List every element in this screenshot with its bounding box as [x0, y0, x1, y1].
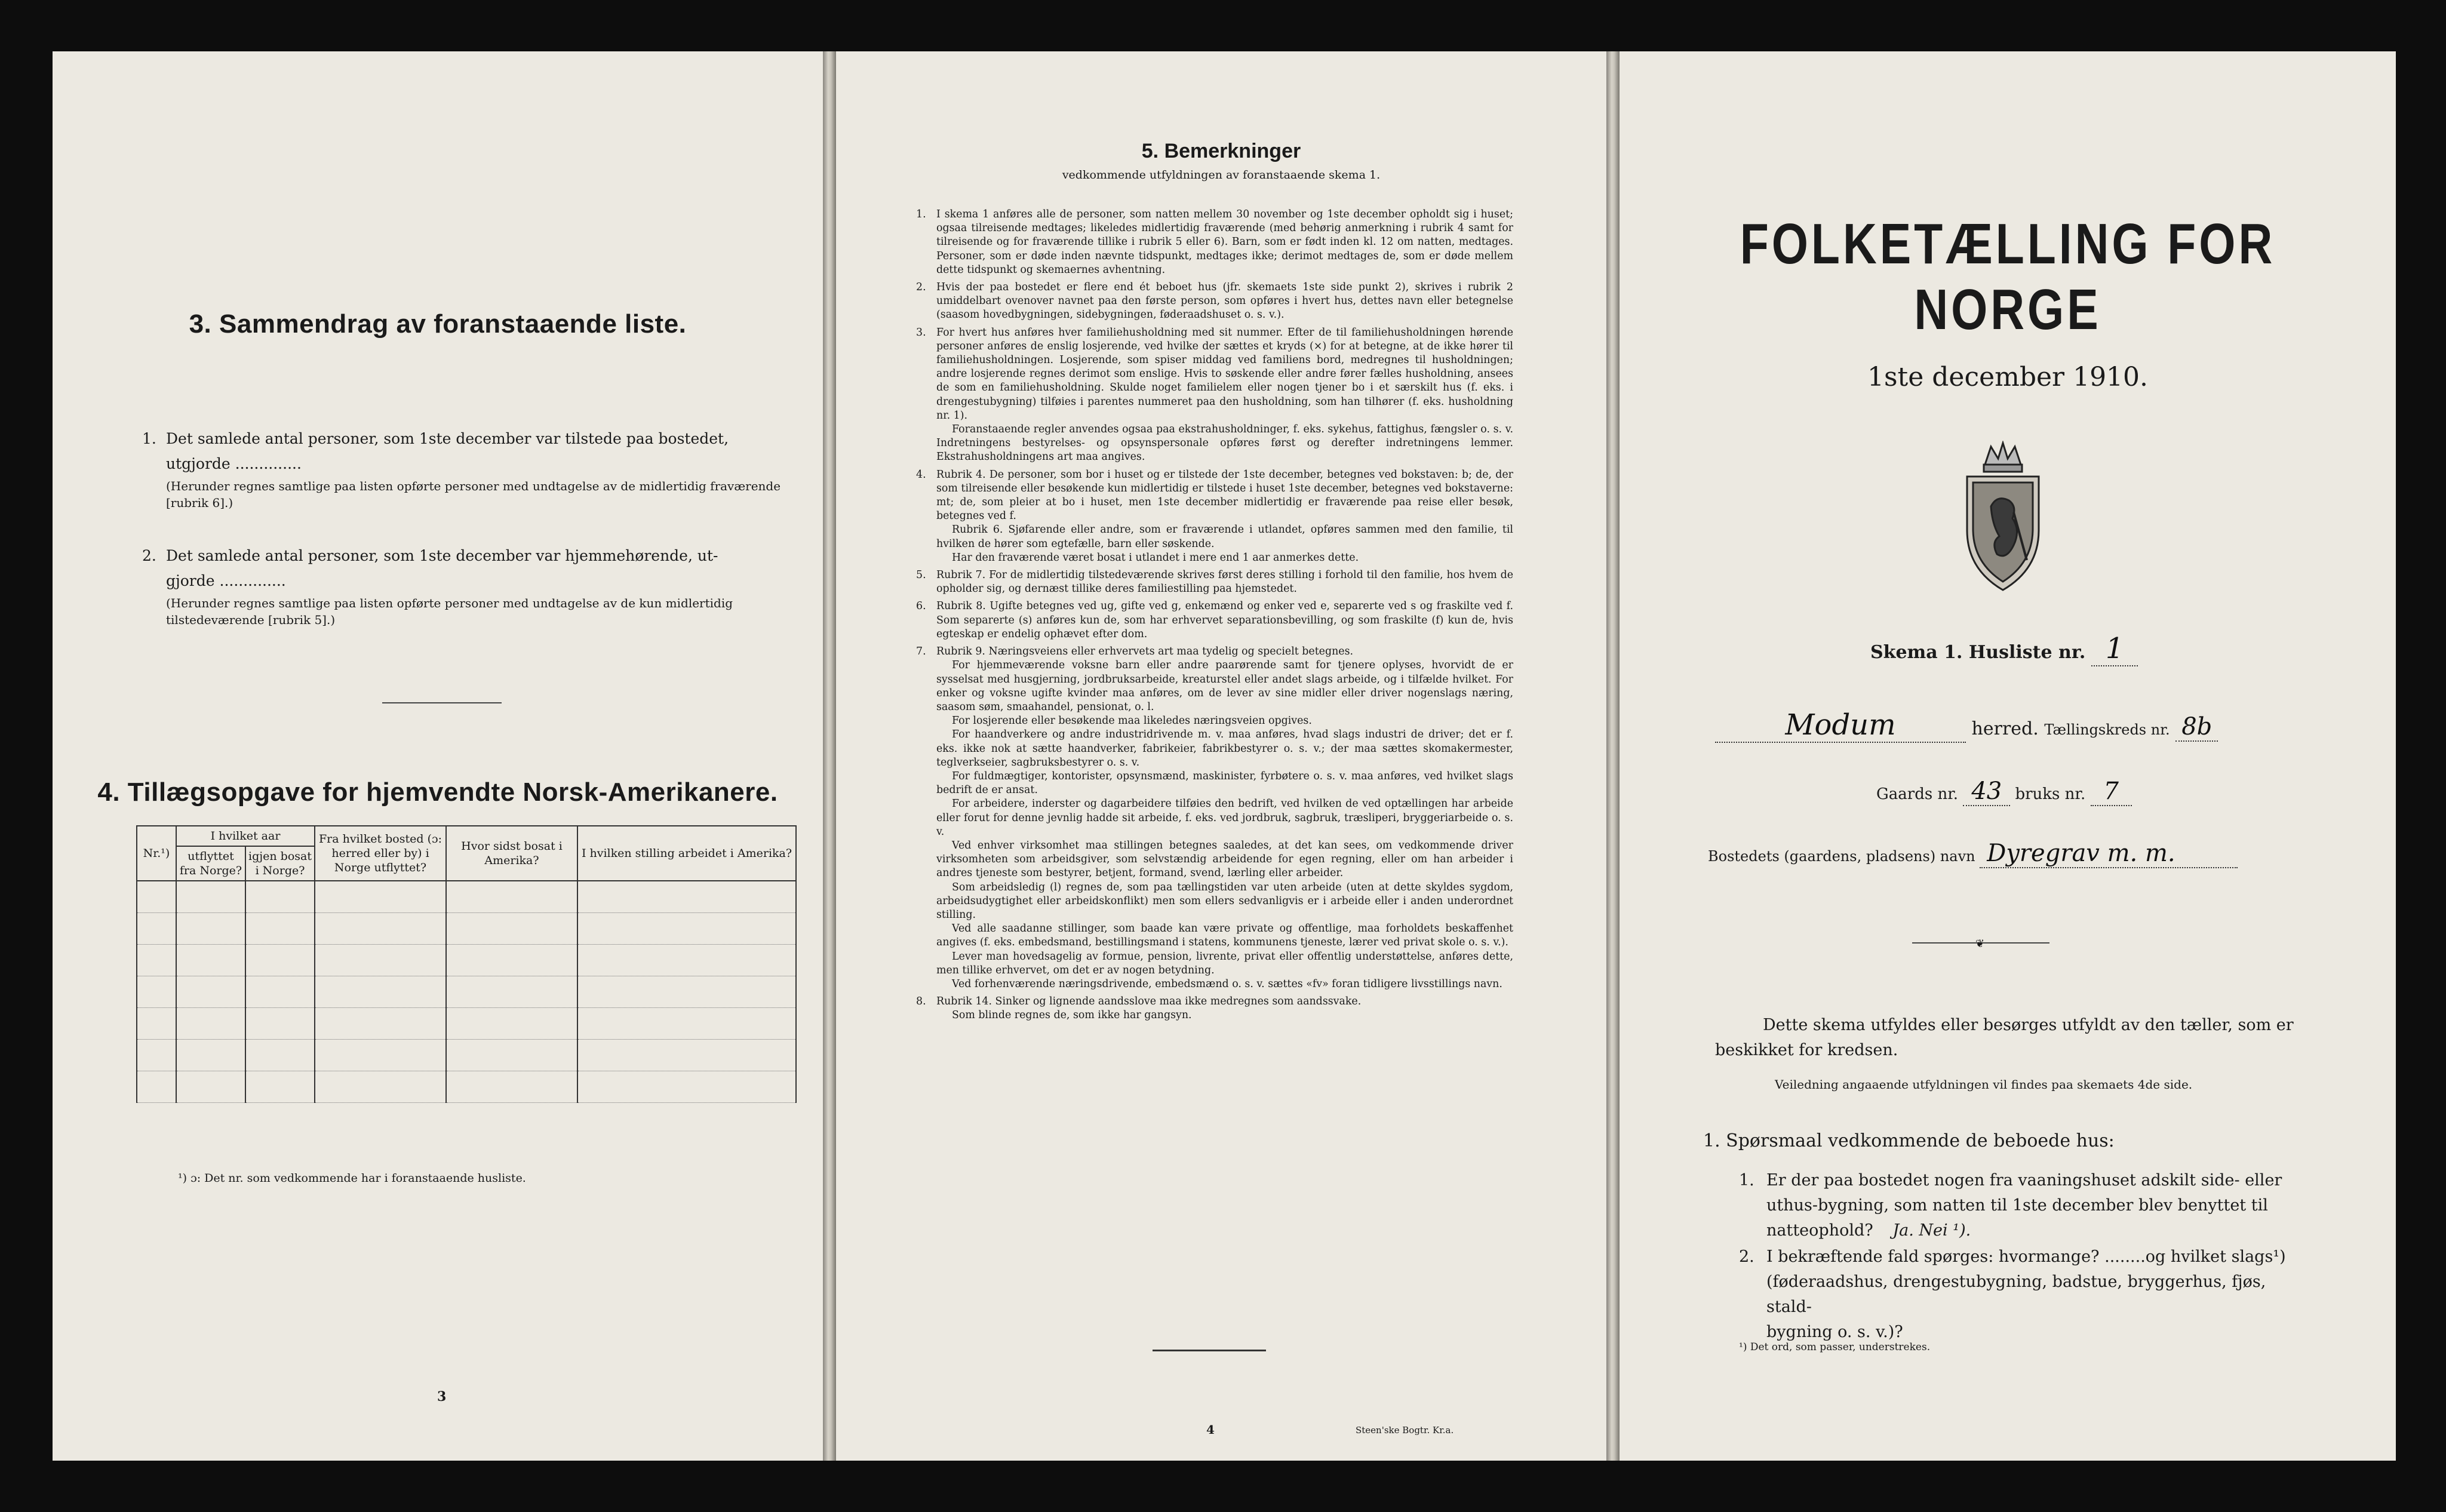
bosted-label: Bostedets (gaardens, pladsens) navn — [1708, 848, 1975, 865]
ornament-icon: ❦ — [1975, 938, 1985, 950]
col-fra: Fra hvilket bosted (ɔ: herred eller by) i Norge utflyttet? — [315, 826, 446, 881]
remarks-subtitle: vedkommende utfyldningen av foranstaaende skema 1. — [1062, 168, 1381, 182]
skema-line — [1870, 632, 2138, 666]
remark-item — [916, 995, 1513, 1022]
page-4 — [836, 51, 1606, 1461]
question-text: bygning o. s. v.)? — [1766, 1323, 1903, 1341]
col-nr: Nr.¹) — [137, 826, 176, 881]
remark-text: For losjerende eller besøkende maa likeledes næringsveien opgives. — [952, 715, 1312, 727]
remarks-title: 5. Bemerkninger — [1141, 140, 1301, 162]
bosted-value: Dyregrav m. m. — [1987, 840, 2175, 867]
remark-text: Hvis der paa bostedet er flere end ét beboet hus (jfr. skemaets 1ste side punkt 2), skrives i rubrik 2 umiddelbart ovenover navnet paa den første person, som opføres i hvert hus, dettes navn eller betegnelse (saasom hovedbygningen, sidebygningen, føderaadshuset o. s. v.). — [936, 281, 1513, 321]
remark-text: Rubrik 14. Sinker og lignende aandsslove maa ikke medregnes som aandssvake. — [936, 995, 1362, 1008]
book-spine — [823, 51, 836, 1461]
footnote: ¹) Det ord, som passer, understrekes. — [1739, 1341, 1931, 1353]
printer-imprint: Steen'ske Bogtr. Kr.a. — [1356, 1425, 1454, 1436]
norwegian-lion-crest-icon — [1955, 441, 2051, 596]
remark-text: Som arbeidsledig (l) regnes de, som paa tællingstiden var uten arbeide (uten at dette skyldes sygdom, arbeidsudygtighet eller arbeidskonflikt) men som ellers sedvanligvis er i arbeide eller i anden underordnet stilling. — [936, 881, 1513, 921]
item-number: 1. — [142, 430, 156, 447]
remark-text: For haandverkere og andre industridrivende m. v. maa anføres, hvad slags industri de driver; det er f. eks. ikke nok at sætte haandverker, fabrikeier, fabrikbestyrer o. s. v.; der maa sættes skomakermester, teglverkseier, sagbruksbestyrer o. s. v. — [936, 729, 1513, 769]
bosted-line — [1708, 840, 2238, 868]
remark-text: For hvert hus anføres hver familiehusholdning med sit nummer. Efter de til familiehusholdningen hørende personer anføres de enslig losjerende, ved hvilke der sættes et kryds (×) for at betegne, at de ikke hører til familiehusholdningen. Losjerende, som spiser middag ved familiens bord, medregnes til husholdningen; andre losjerende regnes derimot som enslige. Hvis to søskende eller andre fører fælles husholdning, ansees de som en familiehusholdning. Skulde noget familielem eller nogen tjener bo i et særskilt hus (f. eks. i drengestubygning) tilføies i parentes nummeret paa den husholdning, som han tilhører (f. eks. husholdning nr. 1). — [936, 326, 1513, 422]
summary-item-1 — [142, 426, 799, 511]
section-3-title: 3. Sammendrag av foranstaaende liste. — [189, 309, 687, 339]
remark-text: Ved alle saadanne stillinger, som baade kan være private og offentlige, maa forholdets beskaffenhet angives (f. eks. embedsmand, bestillingsmand i statens, kommunens tjeneste, lærer ved privat skole o. s. v.). — [936, 923, 1513, 949]
remark-item — [916, 281, 1513, 322]
item-note: (Herunder regnes samtlige paa listen opførte personer med undtagelse av de kun midlertidig tilstedeværende [rubrik 5].) — [166, 596, 733, 627]
table-row — [137, 881, 796, 913]
gaards-value: 43 — [1963, 777, 2010, 806]
remark-text: Rubrik 7. For de midlertidig tilstedeværende skrives først deres stilling i forhold til den familie, hos hvem de opholder sig, og dernæst tillike deres familiestilling paa hjemstedet. — [936, 569, 1513, 595]
remark-number: 8. — [916, 995, 926, 1008]
gaards-label: Gaards nr. — [1876, 785, 1959, 803]
remark-text: Foranstaaende regler anvendes ogsaa paa ekstrahusholdninger, f. eks. sykehus, fattighus, fængsler o. s. v. Indretningens bestyrelses- og opsynspersonale opføres først og derefter indretningens lemmer. Ekstrahusholdningens art maa angives. — [936, 423, 1513, 463]
item-text: Det samlede antal personer, som 1ste december var hjemmehørende, ut- — [166, 547, 718, 564]
census-title: FOLKETÆLLING FOR NORGE — [1740, 212, 2276, 342]
page-1 — [1620, 51, 2396, 1461]
divider — [382, 702, 502, 703]
kreds-label: Tællingskreds nr. — [2044, 721, 2170, 738]
remark-text: For hjemmeværende voksne barn eller andre paarørende samt for tjenere oplyses, hvorvidt de er sysselsat med husgjerning, jordbruksarbeide, kreaturstel eller andet slags arbeide, og i tilfælde hvilket. For enker og voksne ugifte kvinder maa anføres, om de lever av sine midler eller driver nogenslags næring, saasom søm, smaahandel, pensionat, o. l. — [936, 659, 1513, 713]
answer-options: Ja. Nei ¹). — [1892, 1221, 1971, 1240]
remark-number: 4. — [916, 468, 926, 481]
remark-number: 6. — [916, 600, 926, 613]
remark-number: 3. — [916, 326, 926, 339]
remarks-list — [916, 208, 1513, 1027]
remark-number: 5. — [916, 569, 926, 582]
remark-text: Som blinde regnes de, som ikke har gangsyn. — [952, 1009, 1192, 1022]
remark-item — [916, 600, 1513, 641]
gaards-line — [1876, 777, 2132, 806]
table-row — [137, 1040, 796, 1071]
remark-text: Lever man hovedsagelig av formue, pension, livrente, privat eller offentlig understøttelse, anføres dette, men tillike erhvervet, om det er av nogen betydning. — [936, 950, 1513, 976]
item-note: (Herunder regnes samtlige paa listen opførte personer med undtagelse av de midlertidig fraværende [rubrik 6].) — [166, 479, 781, 510]
table-row — [137, 913, 796, 945]
remark-text: Rubrik 4. De personer, som bor i huset og er tilstede der 1ste december, betegnes ved bokstaven: b; de, der som tilreisende eller besøkende kun midlertidig er tilstede i huset 1ste december, betegnes ved bokstaverne: mt; de, som pleier at bo i huset, men 1ste december midlertidig er fraværende paa reise eller besøk, betegnes ved f. — [936, 468, 1513, 523]
remark-text: Ved enhver virksomhet maa stillingen betegnes saaledes, at det kan sees, om vedkommende driver virksomheten som arbeidsgiver, som selvstændig arbeidende for egen regning, eller om han arbeider i andres tjeneste som bestyrer, betjent, formand, svend, lærling eller arbeider. — [936, 839, 1513, 880]
book-spine — [1606, 51, 1620, 1461]
remark-number: 7. — [916, 646, 926, 658]
herred-label: herred. — [1971, 718, 2039, 739]
question-text: natteophold? — [1766, 1221, 1873, 1240]
remark-text: For fuldmægtiger, kontorister, opsynsmænd, maskinister, fyrbøtere o. s. v. maa anføres, ved hvilket slags bedrift de er ansat. — [936, 770, 1513, 797]
remark-item — [916, 645, 1513, 991]
question-1 — [1739, 1168, 2312, 1243]
herred-line — [1715, 708, 2218, 743]
col-hvor: Hvor sidst bosat i Amerika? — [446, 826, 577, 881]
remark-text: Rubrik 6. Sjøfarende eller andre, som er fraværende i utlandet, opføres sammen med den familie, til hvilken de hører som egtefælle, barn eller søskende. — [936, 524, 1513, 550]
table-row — [137, 976, 796, 1008]
footnote: ¹) ɔ: Det nr. som vedkommende har i foranstaaende husliste. — [178, 1172, 526, 1185]
col-igjen: igjen bosat i Norge? — [245, 846, 315, 881]
col-group: I hvilket aar — [176, 826, 315, 846]
intro-guidance: Veiledning angaaende utfyldningen vil findes paa skemaets 4de side. — [1775, 1077, 2193, 1092]
norsk-amerikanere-table — [136, 825, 797, 1103]
husliste-number: 1 — [2091, 632, 2138, 666]
bruks-value: 7 — [2091, 777, 2132, 806]
remark-text: Rubrik 8. Ugifte betegnes ved ug, gifte ved g, enkemænd og enker ved e, separerte ved s og fraskilte ved f. Som separerte (s) anføres kun de, som har erhvervet separationsbevilling, og som fraskilte (f) kun de, hvis egteskap er endelig ophævet efter dom. — [936, 600, 1513, 640]
remark-item — [916, 568, 1513, 596]
question-section-title: 1. Spørsmaal vedkommende de beboede hus: — [1703, 1130, 2115, 1151]
divider — [1153, 1350, 1266, 1351]
table-header-row — [137, 826, 796, 846]
intro-text — [1715, 1013, 2312, 1063]
kreds-value: 8b — [2175, 713, 2218, 742]
skema-label: Skema 1. Husliste nr. — [1870, 642, 2086, 663]
item-text: gjorde .............. — [166, 572, 286, 589]
remark-text: Har den fraværende været bosat i utlandet i mere end 1 aar anmerkes dette. — [952, 551, 1359, 564]
item-number: 2. — [142, 547, 156, 564]
remark-number: 1. — [916, 208, 926, 220]
question-number: 2. — [1739, 1247, 1754, 1266]
remark-text: I skema 1 anføres alle de personer, som natten mellem 30 november og 1ste december opholdt sig i huset; ogsaa tilreisende medtages; likeledes midlertidig fraværende (med behørig anmerkning i rubrik 4 samt for tilreisende og for fraværende tillike i rubrik 5 eller 6). Barn, som er født inden kl. 12 om natten, medtages. Personer, som er døde inden nævnte tidspunkt, medtages ikke; derimot medtages de, som er døde mellem dette tidspunkt og skemaernes avhentning. — [936, 208, 1513, 276]
question-text: uthus-bygning, som natten til 1ste december blev benyttet til — [1766, 1196, 2268, 1215]
intro-line: beskikket for kredsen. — [1715, 1041, 1898, 1059]
remark-text: Ved forhenværende næringsdrivende, embedsmænd o. s. v. sættes «fv» foran tidligere livsstillings navn. — [952, 978, 1502, 990]
question-2 — [1739, 1244, 2312, 1345]
remark-item — [916, 208, 1513, 277]
question-text: I bekræftende fald spørges: hvormange? ........og hvilket slags¹) — [1766, 1247, 2286, 1266]
item-text: Det samlede antal personer, som 1ste december var tilstede paa bostedet, — [166, 430, 729, 447]
remark-text: For arbeidere, inderster og dagarbeidere tilføies den bedrift, ved hvilken de ved optællingen har arbeide eller forut for denne jevnlig hadde sit arbeide, f. eks. ved jordbruk, sagbruk, træsliperi, bryggeriarbeide o. s. v. — [936, 798, 1513, 838]
section-4-title: 4. Tillægsopgave for hjemvendte Norsk-Amerikanere. — [97, 777, 778, 807]
question-number: 1. — [1739, 1171, 1754, 1190]
census-date: 1ste december 1910. — [1867, 362, 2149, 392]
page-number: 4 — [1206, 1422, 1215, 1437]
question-text: (føderaadshus, drengestubygning, badstue, bryggerhus, fjøs, stald- — [1766, 1273, 2266, 1316]
table-row — [137, 945, 796, 976]
summary-item-2 — [142, 543, 799, 628]
remark-item — [916, 468, 1513, 565]
remark-number: 2. — [916, 281, 926, 294]
herred-value: Modum — [1785, 708, 1896, 742]
remark-text: Rubrik 9. Næringsveiens eller erhvervets art maa tydelig og specielt betegnes. — [936, 646, 1354, 658]
question-text: Er der paa bostedet nogen fra vaaningshuset adskilt side- eller — [1766, 1171, 2282, 1190]
table-row — [137, 1008, 796, 1040]
bruks-label: bruks nr. — [2015, 785, 2086, 803]
item-text: utgjorde .............. — [166, 455, 302, 472]
page-3 — [53, 51, 823, 1461]
remark-item — [916, 326, 1513, 465]
col-utflyttet: utflyttet fra Norge? — [176, 846, 245, 881]
intro-line: Dette skema utfyldes eller besørges utfyldt av den tæller, som er — [1763, 1016, 2294, 1034]
page-number: 3 — [437, 1389, 447, 1405]
table-row — [137, 1071, 796, 1103]
col-stilling: I hvilken stilling arbeidet i Amerika? — [577, 826, 796, 881]
